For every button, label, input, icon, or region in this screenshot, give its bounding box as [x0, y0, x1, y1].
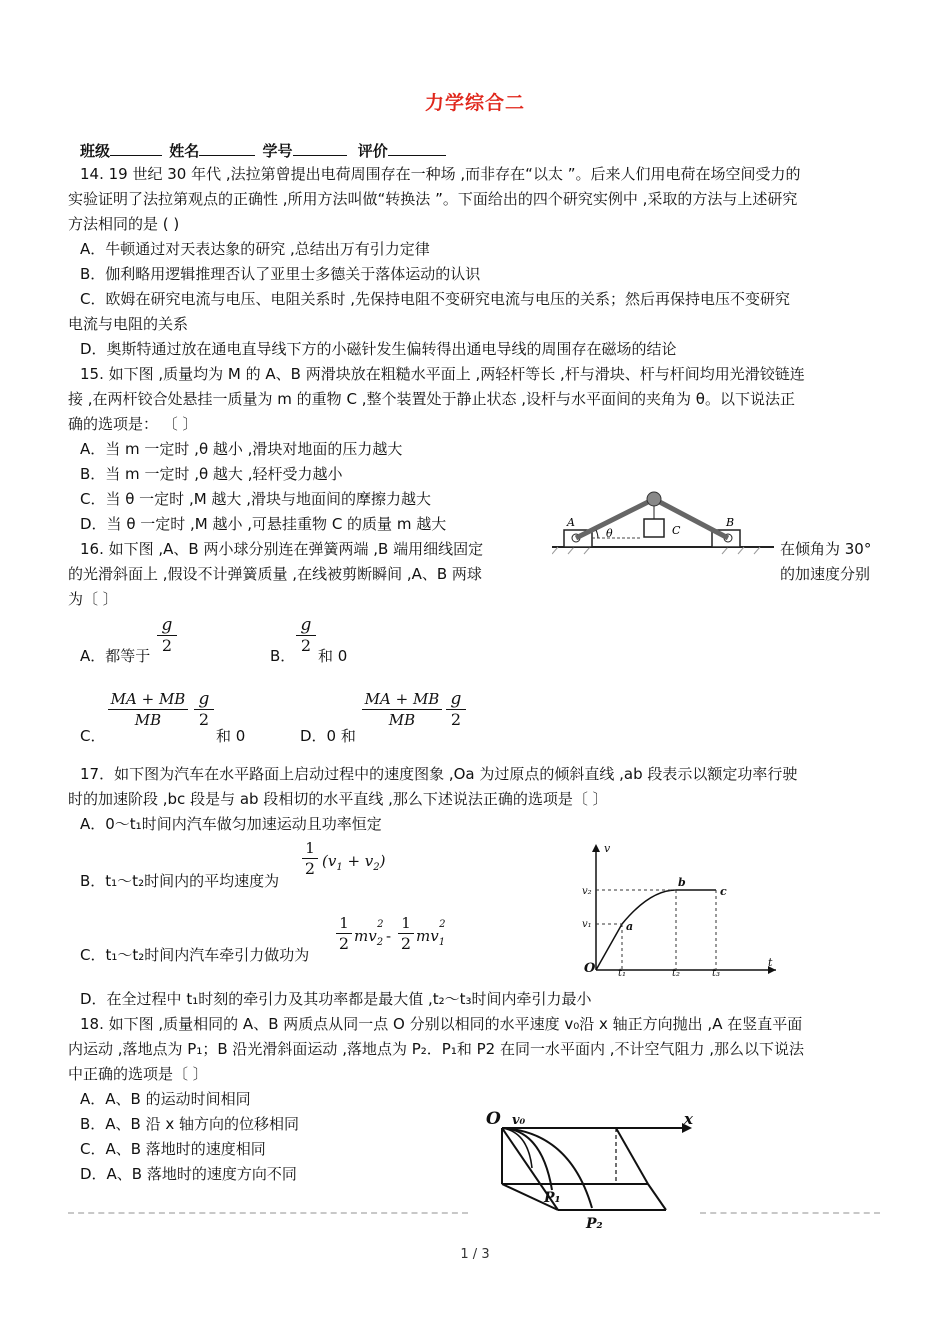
label-x: x [684, 1110, 693, 1128]
v-axis-arrow [592, 844, 600, 852]
label-origin: O [584, 961, 596, 976]
q14-option-c-cont: 电流与电阻的关系 [68, 315, 189, 333]
label-t2: t₂ [672, 968, 681, 978]
q18-option-a: A．A、B 的运动时间相同 [80, 1090, 251, 1108]
label-v2: v₂ [582, 886, 592, 897]
label-o: O [486, 1109, 501, 1129]
label-p2: P₂ [586, 1216, 603, 1232]
q16-d-g-fraction: g 2 [446, 689, 466, 730]
oa-segment [596, 924, 622, 970]
q16-line2a: 的光滑斜面上 ,假设不计弹簧质量 ,在线被剪断瞬间 ,A、B 两球 [68, 565, 482, 583]
q15-line3: 确的选项是： 〔 〕 [68, 415, 198, 433]
q17-c-minus: - [386, 927, 392, 945]
footer-dash-right [700, 1212, 880, 1214]
label-b: B [726, 516, 735, 529]
q17-c-term-1: $mv_2^2$ [354, 919, 384, 948]
q16-c-g-fraction: g 2 [194, 689, 214, 730]
class-label: 班级 [80, 142, 111, 160]
ab-curve [622, 890, 676, 924]
score-label: 评价 [357, 142, 388, 160]
q16-b-fraction: g 2 [296, 615, 316, 656]
q17-velocity-graph [580, 838, 780, 978]
q17-c-half-2: 1 2 [398, 913, 414, 954]
q16-option-b-tail: 和 0 [318, 647, 348, 665]
q16-option-d: D．0 和 [300, 727, 356, 745]
rod-left [576, 499, 654, 538]
label-b-point: b [678, 876, 686, 889]
q16-line2b: 的加速度分别 [780, 565, 871, 583]
label-a: A [567, 516, 575, 529]
q17-b-half: 1 2 [302, 838, 318, 879]
q16-a-fraction: g 2 [157, 615, 177, 656]
number-blank[interactable] [293, 141, 347, 156]
q17-option-d: D．在全过程中 t₁时刻的牵引力及其功率都是最大值 ,t₂～t₃时间内牵引力最小 [80, 990, 592, 1008]
top-hinge [647, 492, 661, 506]
footer-dash-left [68, 1212, 468, 1214]
q16-option-a: A．都等于 [80, 647, 151, 665]
class-blank[interactable] [110, 141, 162, 156]
q14-option-d: D．奥斯特通过放在通电直导线下方的小磁针发生偏转得出通电导线的周围存在磁场的结论 [80, 340, 677, 358]
score-blank[interactable] [388, 141, 446, 156]
q18-line2: 内运动 ,落地点为 P₁；B 沿光滑斜面运动 ,落地点为 P₂．P₁和 P2 在同一水平面内 ,不计空气阻力 ,那么以下说法 [68, 1040, 805, 1058]
q17-option-c: C．t₁～t₂时间内汽车牵引力做功为 [80, 946, 310, 964]
q17-option-b: B．t₁～t₂时间内的平均速度为 [80, 872, 280, 890]
q16-option-c: C． [80, 727, 106, 745]
theta-arc [596, 530, 598, 538]
label-v0: v₀ [512, 1113, 526, 1128]
label-v1: v₁ [582, 919, 592, 930]
q14-line2: 实验证明了法拉第观点的正确性 ,所用方法叫做“转换法 ”。下面给出的四个研究实例中 ,采取的方法与上述研究 [68, 190, 798, 208]
q15-figure [552, 486, 774, 558]
name-label: 姓名 [169, 142, 200, 160]
q18-option-b: B．A、B 沿 x 轴方向的位移相同 [80, 1115, 300, 1133]
page-number: 1 / 3 [460, 1247, 490, 1262]
q16-line3: 为〔 〕 [68, 590, 118, 608]
q14-option-b: B．伽利略用逻辑推理否认了亚里士多德关于落体运动的认识 [80, 265, 481, 283]
weight-c [644, 519, 664, 537]
q14-line1: 14. 19 世纪 30 年代 ,法拉第曾提出电荷周围存在一种场 ,而非存在“以太 ”。后来人们用电荷在场空间受力的 [80, 165, 801, 183]
label-p1: P₁ [544, 1190, 561, 1206]
q17-b-expression: $(v_1 + v_2)$ [322, 852, 386, 873]
q18-option-d: D．A、B 落地时的速度方向不同 [80, 1165, 297, 1183]
q16-line1b: 在倾角为 30° [780, 540, 872, 558]
label-t1: t₁ [618, 968, 627, 978]
q17-option-a: A．0～t₁时间内汽车做匀加速运动且功率恒定 [80, 815, 382, 833]
label-theta: θ [606, 527, 613, 540]
student-info-header [80, 140, 446, 161]
number-label: 学号 [262, 142, 293, 160]
q15-option-c: C．当 θ 一定时 ,M 越大 ,滑块与地面间的摩擦力越大 [80, 490, 431, 508]
q16-option-c-tail: 和 0 [216, 727, 246, 745]
page-title: 力学综合二 [424, 92, 525, 114]
q16-d-mass-fraction: MA + MB MB [362, 689, 442, 730]
q15-line2: 接 ,在两杆铰合处悬挂一质量为 m 的重物 C ,整个装置处于静止状态 ,设杆与水平面间的夹角为 θ。以下说法正 [68, 390, 795, 408]
q15-option-b: B．当 m 一定时 ,θ 越大 ,轻杆受力越小 [80, 465, 343, 483]
q16-line1a: 16. 如下图 ,A、B 两小球分别连在弹簧两端 ,B 端用细线固定 [80, 540, 484, 558]
label-c-point: c [720, 885, 727, 898]
q18-line3: 中正确的选项是〔 〕 [68, 1065, 208, 1083]
label-c: C [672, 524, 681, 537]
q15-option-a: A．当 m 一定时 ,θ 越小 ,滑块对地面的压力越大 [80, 440, 403, 458]
q17-c-half-1: 1 2 [336, 913, 352, 954]
label-t3: t₃ [712, 968, 721, 978]
rod-right [654, 499, 728, 538]
incline-box [502, 1128, 666, 1210]
q18-option-c: C．A、B 落地时的速度相同 [80, 1140, 266, 1158]
label-t: t [768, 956, 773, 969]
q16-c-mass-fraction: MA + MB MB [108, 689, 188, 730]
q15-option-d: D．当 θ 一定时 ,M 越小 ,可悬挂重物 C 的质量 m 越大 [80, 515, 447, 533]
q14-option-c: C．欧姆在研究电流与电压、电阻关系时 ,先保持电阻不变研究电流与电压的关系；然后再保持电压不变研究 [80, 290, 791, 308]
q15-line1: 15. 如下图 ,质量均为 M 的 A、B 两滑块放在粗糙水平面上 ,两轻杆等长 ,杆与滑块、杆与杆间均用光滑铰链连 [80, 365, 805, 383]
q18-projectile-figure [480, 1104, 700, 1236]
name-blank[interactable] [199, 141, 255, 156]
q18-line1: 18. 如下图 ,质量相同的 A、B 两质点从同一点 O 分别以相同的水平速度 v₀沿 x 轴正方向抛出 ,A 在竖直平面 [80, 1015, 803, 1033]
label-v: v [604, 842, 611, 855]
q17-line2: 时的加速阶段 ,bc 段是与 ab 段相切的水平直线 ,那么下述说法正确的选项是〔 〕 [68, 790, 608, 808]
q14-line3: 方法相同的是 ( ) [68, 215, 180, 233]
q14-option-a: A．牛顿通过对天表达象的研究 ,总结出万有引力定律 [80, 240, 430, 258]
q17-line1: 17．如下图为汽车在水平路面上启动过程中的速度图象 ,Oa 为过原点的倾斜直线 ,ab 段表示以额定功率行驶 [80, 765, 798, 783]
label-a-point: a [626, 920, 634, 933]
q17-c-term-2: $mv_1^2$ [416, 919, 446, 948]
q16-option-b: B． [270, 647, 296, 665]
